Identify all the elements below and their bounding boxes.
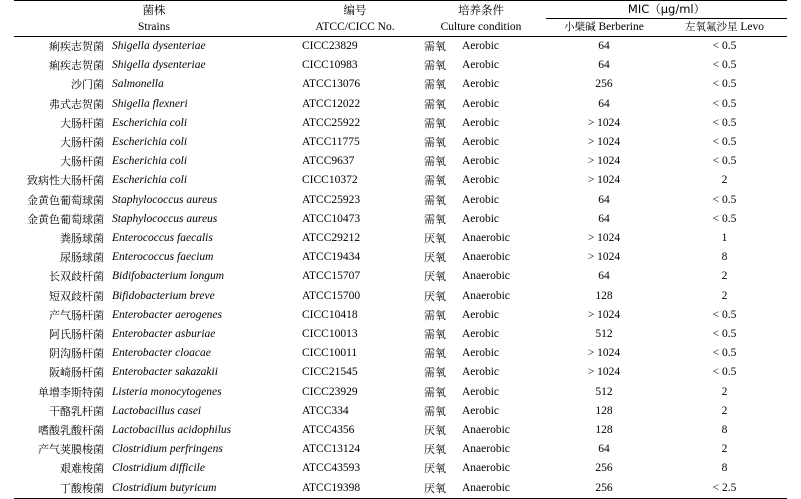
row-condition-en: Aerobic: [462, 59, 500, 72]
row-strain: Enterobacter sakazakii: [112, 366, 218, 379]
row-strain: Staphylococcus aureus: [112, 193, 218, 206]
row-condition-cn: 需氧: [424, 347, 446, 361]
row-condition-cn: 需氧: [424, 193, 446, 207]
row-bacteria-cn: 粪肠球菌: [60, 232, 104, 246]
table-row: [14, 95, 787, 114]
row-condition-en: Anaerobic: [460, 479, 546, 499]
row-strain: Escherichia coli: [112, 116, 188, 129]
row-atcc-no: ATCC10473: [302, 212, 361, 225]
row-condition-cn: 需氧: [424, 328, 446, 342]
row-condition-en: Aerobic: [462, 155, 500, 168]
row-levo-mic: < 0.5: [712, 116, 737, 129]
row-bacteria-cn: 干酪乳杆菌: [49, 404, 104, 418]
row-berberine-mic: 64: [598, 270, 610, 283]
row-condition-en: Aerobic: [462, 193, 500, 206]
row-atcc-no: CICC23929: [302, 385, 358, 398]
row-condition-en: Aerobic: [462, 136, 500, 149]
row-levo-mic: 2: [721, 270, 728, 283]
row-strain: Enterococcus faecalis: [112, 232, 213, 245]
row-condition-cn: 需氧: [424, 404, 446, 418]
row-bacteria-cn: 沙门菌: [71, 78, 104, 92]
row-strain: Clostridium perfringens: [112, 443, 223, 456]
table-row: [14, 152, 787, 171]
row-condition-cn: 需氧: [424, 40, 446, 53]
row-strain: Escherichia coli: [112, 136, 188, 149]
row-condition-en: Anaerobic: [462, 251, 510, 264]
table-row: [14, 402, 787, 421]
table-row: [14, 421, 787, 440]
table-row: [14, 383, 787, 402]
row-strain: Escherichia coli: [112, 174, 188, 187]
row-condition-en: Aerobic: [462, 347, 500, 360]
row-berberine-mic: 512: [595, 328, 613, 341]
row-levo-mic: < 0.5: [712, 212, 737, 225]
row-bacteria-cn: 大肠杆菌: [60, 136, 104, 150]
header-row-en: [14, 19, 787, 37]
row-berberine-mic: > 1024: [587, 116, 621, 129]
table-row: [14, 133, 787, 152]
header-code-cn: 编号: [294, 1, 416, 19]
row-condition-en: Anaerobic: [462, 289, 510, 302]
row-strain: Salmonella: [112, 78, 164, 91]
row-atcc-no: ATCC19434: [302, 251, 361, 264]
table-row: [14, 191, 787, 210]
row-condition-en: Anaerobic: [462, 270, 510, 283]
row-strain: Shigella dysenteriae: [112, 59, 206, 72]
row-bacteria-cn: 金黄色葡萄球菌: [27, 212, 104, 226]
table-row: [14, 440, 787, 459]
row-bacteria-cn: 阴沟肠杆菌: [49, 347, 104, 361]
table-row: [14, 56, 787, 75]
row-condition-cn: 需氧: [424, 174, 446, 188]
row-condition-en: Aerobic: [462, 328, 500, 341]
row-levo-mic: 8: [721, 424, 728, 437]
row-bacteria-cn: 痢疾志贺菌: [49, 59, 104, 73]
row-condition-cn: 需氧: [424, 212, 446, 226]
header-culture-cn: 培养条件: [416, 1, 546, 19]
header-mic: MIC（μg/ml）: [546, 1, 787, 19]
row-levo-mic: < 0.5: [712, 347, 737, 360]
row-atcc-no: ATCC13076: [302, 78, 361, 91]
row-strain: Bidifobacterium longum: [112, 270, 225, 283]
row-atcc-no: CICC10013: [302, 328, 358, 341]
row-strain: Clostridium butyricum: [110, 479, 294, 499]
row-condition-cn: 需氧: [424, 308, 446, 322]
row-berberine-mic: 256: [546, 479, 662, 499]
row-berberine-mic: 64: [598, 97, 610, 110]
row-strain: Enterobacter aerogenes: [112, 308, 222, 321]
row-strain: Lactobacillus casei: [112, 404, 202, 417]
table-row: [14, 325, 787, 344]
row-condition-cn: 厌氧: [424, 270, 446, 284]
row-levo-mic: < 0.5: [712, 59, 737, 72]
row-berberine-mic: > 1024: [587, 232, 621, 245]
table-row: [14, 75, 787, 94]
row-condition-cn: 需氧: [424, 59, 446, 73]
row-berberine-mic: > 1024: [587, 347, 621, 360]
row-levo-mic: < 0.5: [712, 328, 737, 341]
row-condition-en: Anaerobic: [462, 443, 510, 456]
row-condition-cn: 厌氧: [416, 479, 460, 499]
row-levo-mic: < 0.5: [712, 78, 737, 91]
row-strain: Clostridium difficile: [112, 462, 205, 475]
row-condition-en: Anaerobic: [462, 462, 510, 475]
row-atcc-no: ATCC15707: [302, 270, 361, 283]
row-bacteria-cn: 弗式志贺菌: [49, 97, 104, 111]
row-berberine-mic: > 1024: [587, 251, 621, 264]
row-berberine-mic: > 1024: [587, 174, 621, 187]
row-condition-cn: 需氧: [424, 385, 446, 399]
row-berberine-mic: > 1024: [587, 155, 621, 168]
row-atcc-no: ATCC25923: [302, 193, 361, 206]
row-strain: Staphylococcus aureus: [112, 212, 218, 225]
row-atcc-no: ATCC43593: [302, 462, 361, 475]
row-condition-cn: 需氧: [424, 97, 446, 111]
header-bacteria-cn: 菌株: [14, 1, 294, 19]
row-levo-mic: 2: [721, 404, 728, 417]
row-condition-en: Anaerobic: [462, 424, 510, 437]
row-levo-mic: < 0.5: [712, 366, 737, 379]
header-culture-condition: Culture condition: [416, 19, 546, 37]
row-levo-mic: < 0.5: [712, 40, 737, 52]
table-row: [14, 344, 787, 363]
row-condition-cn: 厌氧: [424, 424, 446, 438]
row-berberine-mic: 64: [598, 40, 610, 52]
row-bacteria-cn: 丁酸梭菌: [14, 479, 110, 499]
row-condition-cn: 需氧: [424, 78, 446, 92]
header-row-cn: [14, 1, 787, 19]
row-atcc-no: ATCC11775: [302, 136, 360, 149]
row-condition-cn: 需氧: [424, 366, 446, 380]
row-levo-mic: 2: [721, 385, 728, 398]
table-row: [14, 114, 787, 133]
row-berberine-mic: 64: [598, 212, 610, 225]
row-levo-mic: < 0.5: [712, 97, 737, 110]
row-levo-mic: < 2.5: [662, 479, 787, 499]
row-bacteria-cn: 长双歧杆菌: [49, 270, 104, 284]
row-condition-cn: 需氧: [424, 155, 446, 169]
row-bacteria-cn: 产气荚膜梭菌: [38, 443, 104, 457]
row-condition-en: Aerobic: [462, 40, 500, 52]
row-levo-mic: 1: [721, 232, 728, 245]
header-berberine-en: Berberine: [598, 21, 644, 33]
row-strain: Shigella dysenteriae: [112, 40, 206, 52]
row-condition-en: Aerobic: [462, 174, 500, 187]
row-bacteria-cn: 痢疾志贺菌: [49, 40, 104, 53]
row-strain: Bifidobacterium breve: [112, 289, 215, 302]
row-condition-en: Aerobic: [462, 385, 500, 398]
row-bacteria-cn: 单增李斯特菌: [38, 385, 104, 399]
row-atcc-no: CICC21545: [302, 366, 358, 379]
header-berberine-cn: 小檗碱: [564, 21, 596, 33]
row-levo-mic: 2: [721, 289, 728, 302]
row-condition-en: Aerobic: [462, 97, 500, 110]
row-bacteria-cn: 金黄色葡萄球菌: [27, 193, 104, 207]
row-berberine-mic: 128: [595, 404, 613, 417]
row-condition-en: Anaerobic: [462, 232, 510, 245]
row-bacteria-cn: 阿氏肠杆菌: [49, 328, 104, 342]
row-berberine-mic: > 1024: [587, 308, 621, 321]
table-row: [14, 267, 787, 286]
row-levo-mic: < 0.5: [712, 136, 737, 149]
row-bacteria-cn: 嗜酸乳酸杆菌: [38, 424, 104, 438]
header-atcc-no: ATCC/CICC No.: [294, 19, 416, 37]
row-condition-cn: 厌氧: [424, 232, 446, 246]
row-bacteria-cn: 阪崎肠杆菌: [49, 366, 104, 380]
row-levo-mic: 8: [721, 462, 728, 475]
row-bacteria-cn: 大肠杆菌: [60, 116, 104, 130]
header-levo-cn: 左氧氟沙星: [685, 21, 738, 33]
row-strain: Shigella flexneri: [112, 97, 188, 110]
row-condition-en: Aerobic: [462, 116, 500, 129]
row-atcc-no: CICC10372: [302, 174, 358, 187]
row-bacteria-cn: 艰难梭菌: [60, 462, 104, 476]
header-levo-en: Levo: [740, 21, 765, 33]
row-levo-mic: < 0.5: [712, 193, 737, 206]
row-condition-cn: 厌氧: [424, 462, 446, 476]
row-condition-cn: 需氧: [424, 116, 446, 130]
row-atcc-no: ATCC15700: [302, 289, 361, 302]
table-row: [14, 171, 787, 190]
mic-table: [14, 0, 787, 499]
row-levo-mic: 2: [721, 443, 728, 456]
row-strain: Lactobacillus acidophilus: [112, 424, 232, 437]
row-levo-mic: 8: [721, 251, 728, 264]
row-atcc-no: ATCC334: [302, 404, 349, 417]
table-row: [14, 229, 787, 248]
table-row: [14, 37, 787, 57]
header-strains: Strains: [14, 19, 294, 37]
header-berberine: [546, 19, 662, 37]
row-atcc-no: ATCC12022: [302, 97, 361, 110]
row-atcc-no: ATCC13124: [302, 443, 361, 456]
table-row: [14, 363, 787, 382]
row-condition-en: Aerobic: [462, 366, 500, 379]
row-levo-mic: 2: [721, 174, 728, 187]
row-levo-mic: < 0.5: [712, 308, 737, 321]
row-atcc-no: CICC23829: [302, 40, 358, 52]
table-header: [14, 1, 787, 37]
row-atcc-no: ATCC9637: [302, 155, 355, 168]
row-bacteria-cn: 尿肠球菌: [60, 251, 104, 265]
row-bacteria-cn: 短双歧杆菌: [49, 289, 104, 303]
row-atcc-no: ATCC29212: [302, 232, 361, 245]
row-bacteria-cn: 致病性大肠杆菌: [27, 174, 104, 188]
row-berberine-mic: 256: [595, 78, 613, 91]
row-strain: Escherichia coli: [112, 155, 188, 168]
row-condition-en: Aerobic: [462, 308, 500, 321]
row-condition-cn: 厌氧: [424, 443, 446, 457]
row-levo-mic: < 0.5: [712, 155, 737, 168]
table-row: [14, 248, 787, 267]
row-berberine-mic: 64: [598, 193, 610, 206]
row-condition-cn: 厌氧: [424, 289, 446, 303]
row-berberine-mic: 128: [595, 289, 613, 302]
row-condition-en: Aerobic: [462, 78, 500, 91]
table-row: [14, 479, 787, 499]
row-atcc-no: ATCC19398: [294, 479, 416, 499]
row-strain: Enterobacter asburiae: [112, 328, 216, 341]
row-berberine-mic: > 1024: [587, 366, 621, 379]
row-berberine-mic: > 1024: [587, 136, 621, 149]
row-bacteria-cn: 大肠杆菌: [60, 155, 104, 169]
table-row: [14, 287, 787, 306]
row-condition-cn: 厌氧: [424, 251, 446, 265]
row-atcc-no: ATCC25922: [302, 116, 361, 129]
row-condition-en: Aerobic: [462, 404, 500, 417]
row-atcc-no: CICC10983: [302, 59, 358, 72]
row-berberine-mic: 128: [595, 424, 613, 437]
row-berberine-mic: 512: [595, 385, 613, 398]
row-berberine-mic: 64: [598, 443, 610, 456]
row-atcc-no: CICC10418: [302, 308, 358, 321]
table-row: [14, 306, 787, 325]
row-berberine-mic: 256: [595, 462, 613, 475]
row-bacteria-cn: 产气肠杆菌: [49, 308, 104, 322]
table-body: [14, 37, 787, 499]
row-strain: Enterobacter cloacae: [112, 347, 211, 360]
table-row: [14, 210, 787, 229]
row-strain: Listeria monocytogenes: [112, 385, 222, 398]
row-atcc-no: ATCC4356: [302, 424, 355, 437]
table-row: [14, 459, 787, 478]
row-atcc-no: CICC10011: [302, 347, 358, 360]
row-berberine-mic: 64: [598, 59, 610, 72]
row-condition-en: Aerobic: [462, 212, 500, 225]
row-condition-cn: 需氧: [424, 136, 446, 150]
row-strain: Enterococcus faecium: [112, 251, 214, 264]
header-levo: [662, 19, 787, 37]
